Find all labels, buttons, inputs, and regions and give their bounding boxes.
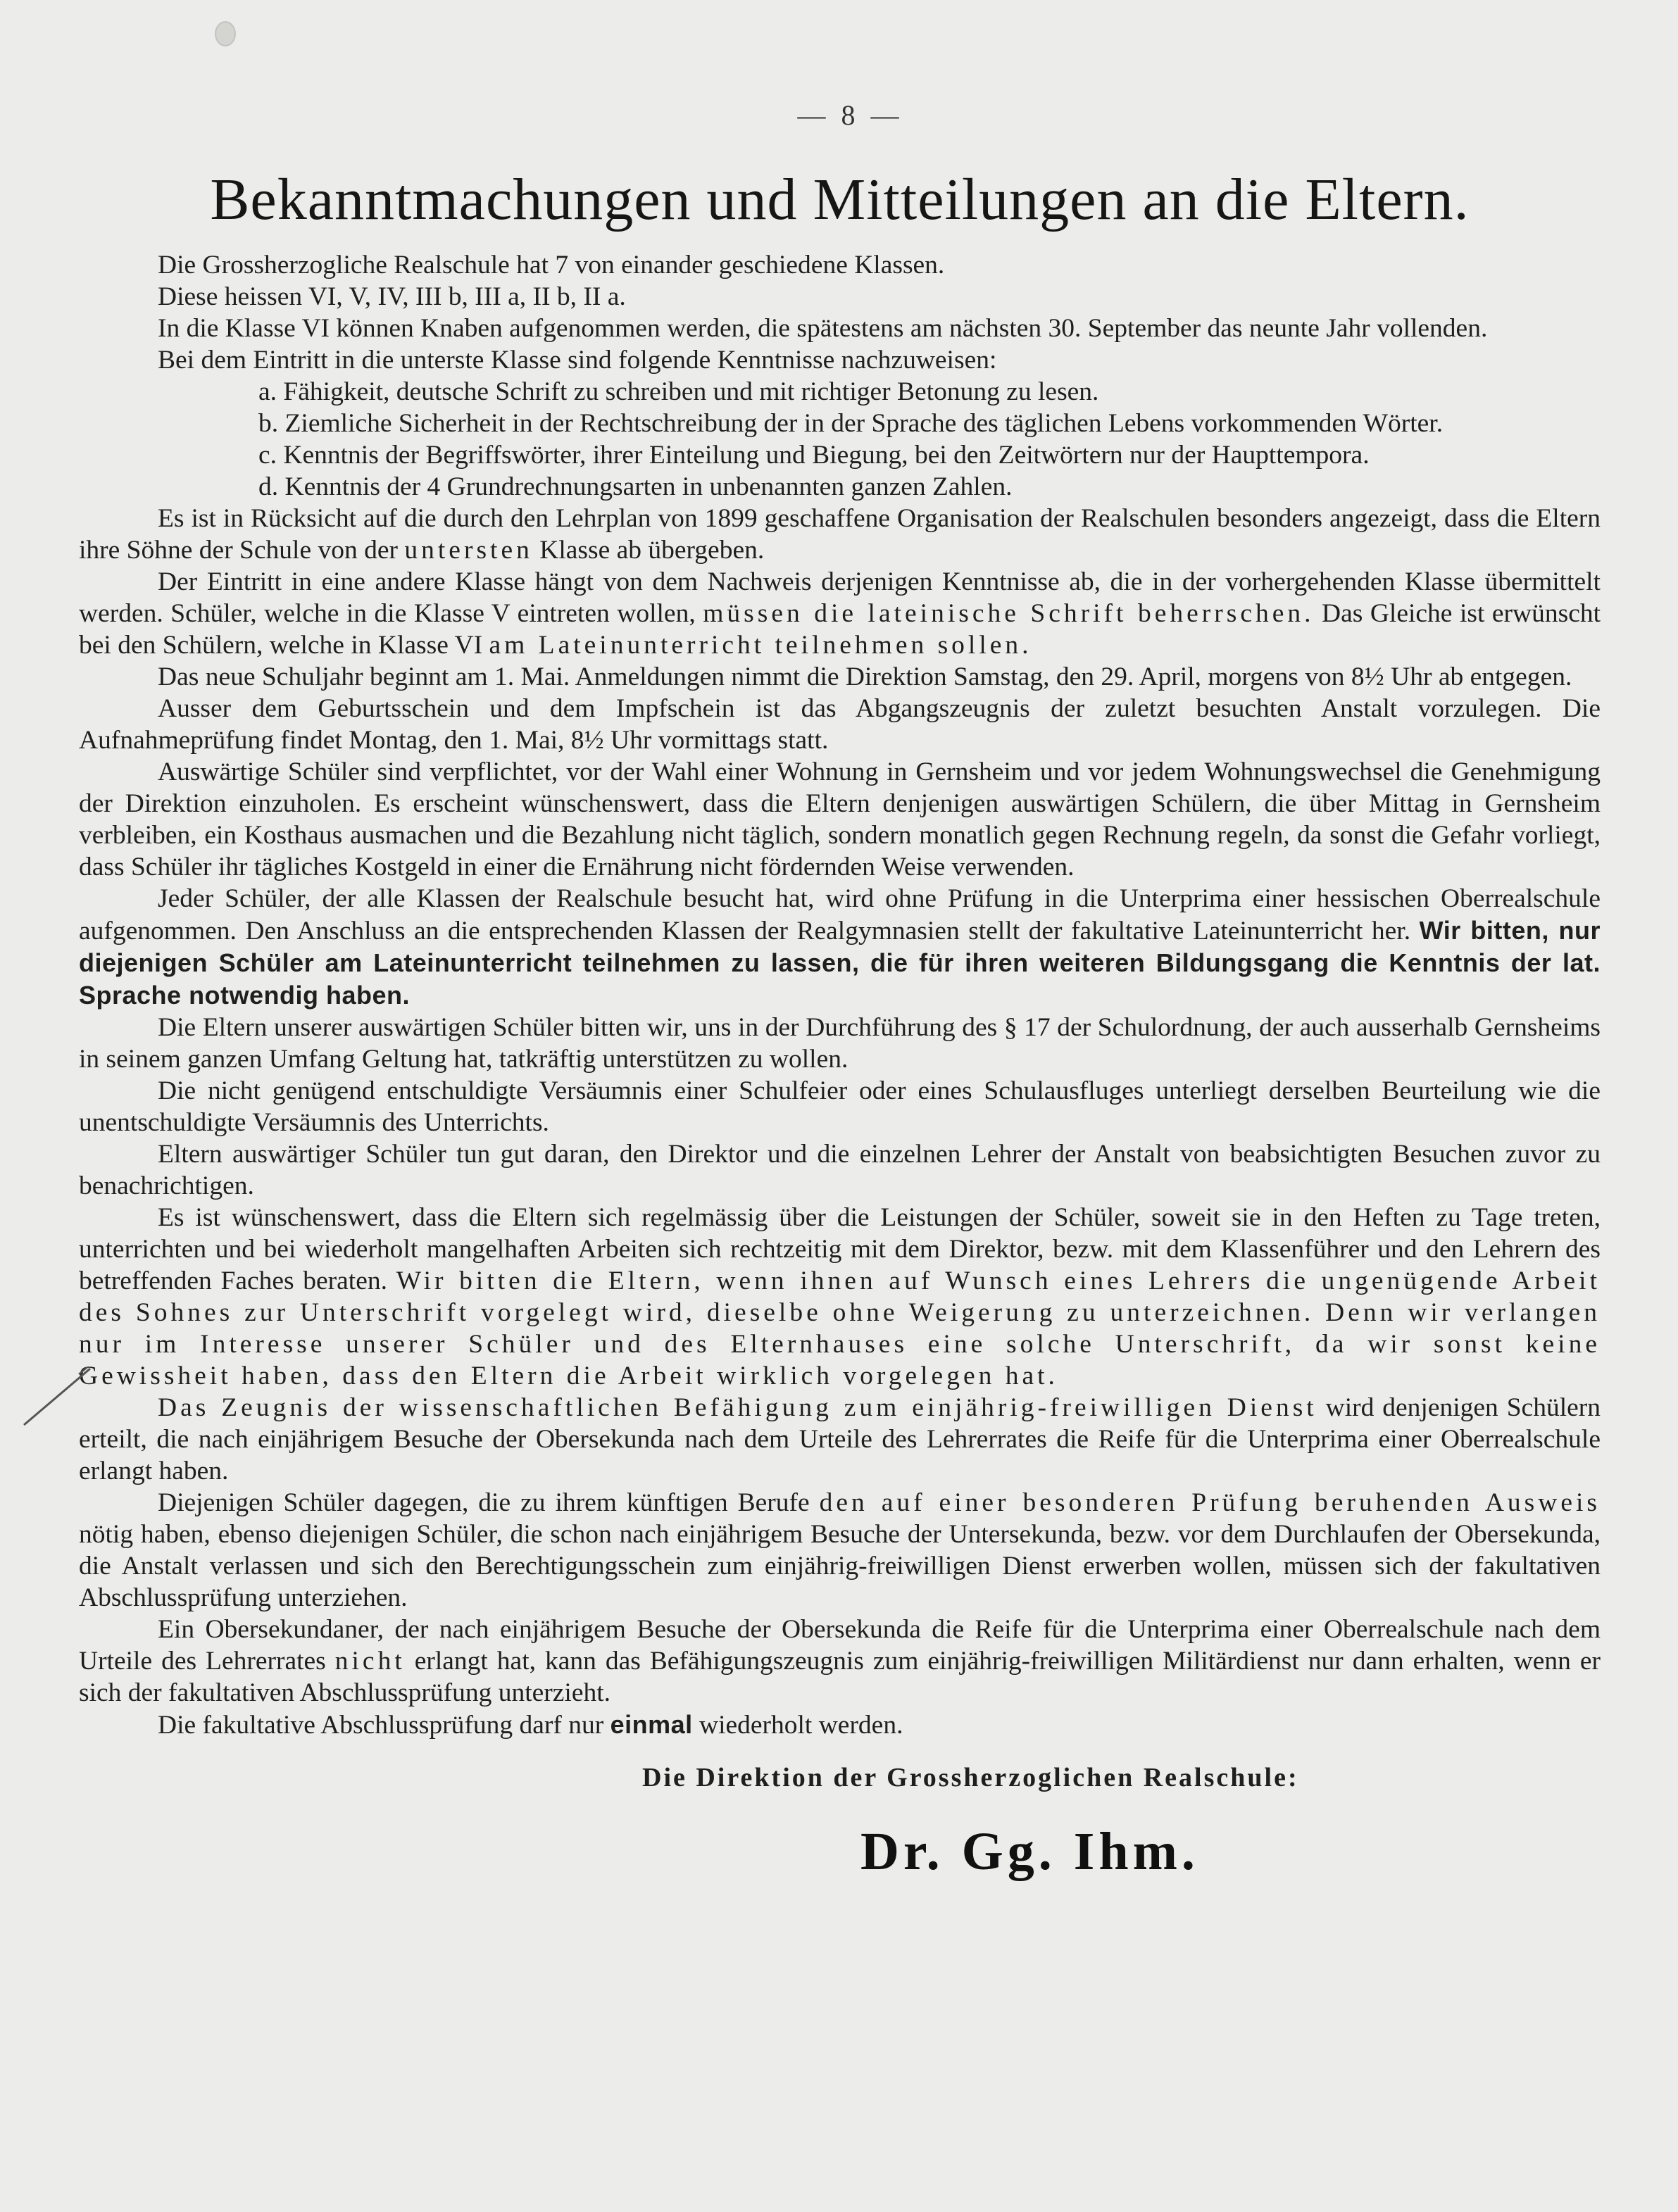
paragraph [79, 1487, 1601, 1614]
paragraph [79, 1202, 1601, 1392]
paragraph: Auswärtige Schüler sind verpflichtet, vor der Wahl einer Wohnung in Gernsheim und vor jedem Wohnungswechsel die Genehmigung der Direktion einzuholen. Es erscheint wünschenswert, dass die Eltern denjenigen auswärtigen Schülern, die über Mittag in Gernsheim verbleiben, ein Kosthaus ausmachen und die Bezahlung nicht täglich, sondern monatlich gegen Rechnung regeln, da sonst die Gefahr vorliegt, dass Schüler ihr tägliches Kostgeld in einer die Ernährung nicht fördernden Weise verwenden. [79, 758, 1601, 881]
text-run: nötig haben, ebenso diejenigen Schüler, die schon nach einjährigem Besuche der Untersekunda, bezw. vor dem Durchlaufen der Obersekunda, die Anstalt verlassen und sich den Berechtigungsschein zum einjährig-freiwilligen Dienst erwerben wollen, müssen sich der fakultativen Abschlussprüfung unterziehen. [79, 1520, 1601, 1612]
text-run: Das Gleiche ist erwünscht bei den Schülern, welche in Klasse VI [79, 599, 1601, 660]
punch-hole [215, 21, 236, 46]
paragraph [79, 503, 1601, 566]
paragraph [79, 1614, 1601, 1709]
list-item: a. Fähigkeit, deutsche Schrift zu schreiben und mit richtiger Betonung zu lesen. [258, 377, 1099, 406]
pencil-mark-icon [20, 1366, 97, 1429]
list-item: d. Kenntnis der 4 Grundrechnungsarten in unbenannten ganzen Zahlen. [258, 472, 1013, 501]
paragraph [79, 883, 1601, 1012]
text-run: Jeder Schüler, der alle Klassen der Realschule besucht hat, wird ohne Prüfung in die Unterprima einer hessischen Oberrealschule aufgenommen. Den Anschluss an die entsprechenden Klassen der Realgymnasien stellt der fakultative Lateinunterricht her. [79, 884, 1601, 945]
text-run: Klasse ab übergeben. [539, 536, 765, 565]
paragraph: Die nicht genügend entschuldigte Versäumnis einer Schulfeier oder eines Schulausfluges unterliegt derselben Beurteilung wie die unentschuldigte Versäumnis des Unterrichts. [79, 1076, 1601, 1137]
page-number: — 8 — [797, 99, 903, 131]
text-run: Diejenigen Schüler dagegen, die zu ihrem künftigen Berufe [158, 1488, 810, 1517]
text-run: Die fakultative Abschlussprüfung darf nur [158, 1711, 604, 1740]
text-run: Ein Obersekundaner, der nach einjährigem Besuche der Obersekunda die Reife für die Unterprima einer Oberrealschule nach dem Urteile des Lehrerrates [79, 1615, 1601, 1676]
paragraph: Die Grossherzogliche Realschule hat 7 von einander geschiedene Klassen. [158, 251, 945, 279]
paragraph: Die Eltern unserer auswärtigen Schüler bitten wir, uns in der Durchführung des § 17 der Schulordnung, der auch ausserhalb Gernsheims in seinem ganzen Umfang Geltung hat, tatkräftig unterstützen zu wollen. [79, 1013, 1601, 1074]
spaced-text: den auf einer besonderen Prüfung beruhenden Ausweis [819, 1488, 1601, 1517]
paragraph: In die Klasse VI können Knaben aufgenommen werden, die spätestens am nächsten 30. September das neunte Jahr vollenden. [158, 314, 1488, 343]
page-title: Bekanntmachungen und Mitteilungen an die Eltern. [210, 167, 1470, 232]
text-run: Es ist in Rücksicht auf die durch den Lehrplan von 1899 geschaffene Organisation der Realschulen besonders angezeigt, dass die Eltern ihre Söhne der Schule von der [79, 504, 1601, 565]
text-run: Es ist wünschenswert, dass die Eltern sich regelmässig über die Leistungen der Schüler, soweit sie in den Heften zu Tage treten, unterrichten und bei wiederholt mangelhaften Arbeiten sich rechtzeitig mit dem Direktor, bezw. mit dem Klassenführer und den Lehrern des betreffenden Faches beraten. [79, 1203, 1601, 1295]
spaced-text: untersten [404, 536, 533, 565]
paragraph: Eltern auswärtiger Schüler tun gut daran, den Direktor und die einzelnen Lehrer der Anstalt von beabsichtigten Besuchen zuvor zu benachrichtigen. [79, 1140, 1601, 1200]
text-run: wiederholt werden. [699, 1711, 903, 1740]
text-run: wird denjenigen Schülern erteilt, die nach einjährigem Besuche der Obersekunda nach dem Urteile des Lehrerrates die Reife für die Unterprima einer Oberrealschule erlangt haben. [79, 1393, 1601, 1485]
emphasis-text: einmal [610, 1710, 693, 1739]
spaced-text: müssen die lateinische Schrift beherrschen. [703, 599, 1315, 628]
spaced-text: am Lateinunterricht teilnehmen sollen. [489, 631, 1032, 660]
spaced-text: Das Zeugnis der wissenschaftlichen Befähigung zum einjährig-freiwilligen Dienst [158, 1393, 1317, 1422]
paragraph [79, 1392, 1601, 1487]
paragraph: Diese heissen VI, V, IV, III b, III a, II b, II a. [158, 282, 626, 311]
text-run: erlangt hat, kann das Befähigungszeugnis zum einjährig-freiwilligen Militärdienst nur dann erhalten, wenn er sich der fakultativen Abschlussprüfung unterzieht. [79, 1647, 1601, 1707]
spaced-text: Wir bitten die Eltern, wenn ihnen auf Wunsch eines Lehrers die ungenügende Arbeit des Sohnes zur Unterschrift vorgelegt wird, dieselbe ohne Weigerung zu unterzeichnen. Denn wir verlangen nur im Interesse unserer Schüler und des Elternhauses eine solche Unterschrift, da wir sonst keine Gewissheit haben, dass den Eltern die Arbeit wirklich vorgelegen hat. [79, 1267, 1601, 1390]
paragraph: Bei dem Eintritt in die unterste Klasse sind folgende Kenntnisse nachzuweisen: [158, 346, 997, 375]
paragraph [79, 1709, 1601, 1741]
signature-name: Dr. Gg. Ihm. [860, 1822, 1199, 1881]
list-item: b. Ziemliche Sicherheit in der Rechtschreibung der in der Sprache des täglichen Lebens vorkommenden Wörter. [258, 409, 1444, 438]
spaced-text: nicht [334, 1647, 406, 1676]
signature-heading: Die Direktion der Grossherzoglichen Realschule: [642, 1763, 1299, 1792]
body-text [79, 249, 1601, 1741]
emphasis-text: Wir bitten, nur diejenigen Schüler am Lateinunterricht teilnehmen zu lassen, die für ihren weiteren Bildungsgang die Kenntnis der lat. Sprache notwendig haben. [79, 916, 1601, 1010]
paragraph: Ausser dem Geburtsschein und dem Impfschein ist das Abgangszeugnis der zuletzt besuchten Anstalt vorzulegen. Die Aufnahmeprüfung findet Montag, den 1. Mai, 8½ Uhr vormittags statt. [79, 694, 1601, 755]
text-run: Der Eintritt in eine andere Klasse hängt von dem Nachweis derjenigen Kenntnisse ab, die in der vorhergehenden Klasse übermittelt werden. Schüler, welche in die Klasse V eintreten wollen, [79, 567, 1601, 628]
paragraph: Das neue Schuljahr beginnt am 1. Mai. Anmeldungen nimmt die Direktion Samstag, den 29. April, morgens von 8½ Uhr ab entgegen. [158, 662, 1572, 691]
paragraph [79, 566, 1601, 661]
list-item: c. Kenntnis der Begriffswörter, ihrer Einteilung und Biegung, bei den Zeitwörtern nur der Haupttempora. [258, 441, 1370, 470]
